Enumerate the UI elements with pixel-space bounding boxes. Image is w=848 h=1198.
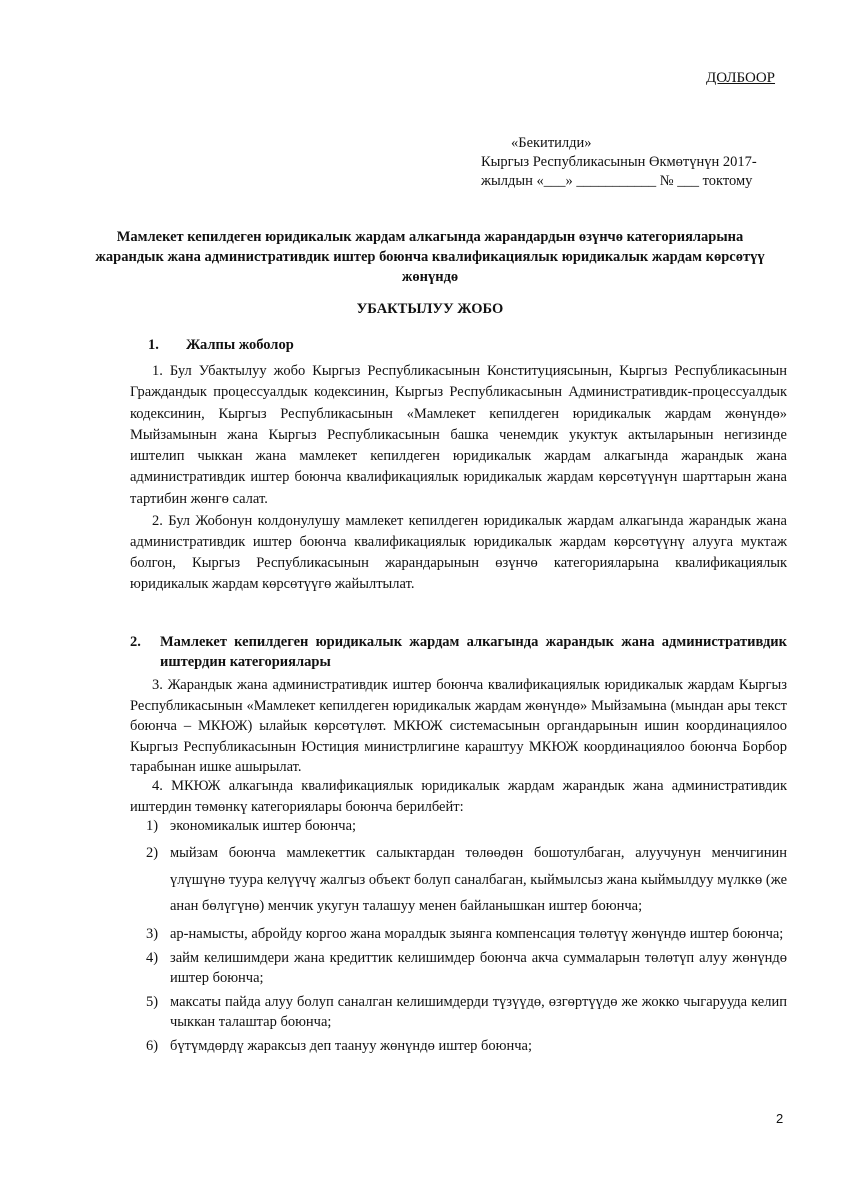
- list-item-number: 1): [146, 818, 159, 834]
- list-item-number: 2): [146, 845, 159, 861]
- section-2-number: 2.: [130, 634, 141, 650]
- paragraph-4: 4. МКЮЖ алкагында квалификациялык юридикалык жардам жарандык жана административдик иштердин төмөнкү категориялары боюнча берилбейт:: [130, 778, 787, 815]
- list-item-text: максаты пайда алуу болуп саналган келишимдерди түзүүдө, өзгөртүүдө же жокко чыгарууда келип чыккан талаштар боюнча;: [170, 993, 787, 1030]
- list-item-number: 5): [146, 993, 159, 1010]
- paragraph-3: 3. Жарандык жана административдик иштер боюнча квалификациялык юридикалык жардам Кыргыз Республикасынын «Мамлекет кепилдеген юридикалык жардам жөнүндө» Мыйзамына (мындан ары текст боюнча – МКЮЖ) ылайык көрсөтүлөт. МКЮЖ системасынын органдарынын ишин координациялоо Кыргыз Республикасынын Юстиция министрлигине караштуу МКЮЖ координациялоо боюнча Борбор тарабынан ишке ашырылат.: [130, 677, 787, 775]
- document-subtitle: УБАКТЫЛУУ ЖОБО: [356, 301, 504, 317]
- list-item-number: 6): [146, 1037, 159, 1054]
- list-item: [130, 840, 787, 920]
- approval-line-2: Кыргыз Республикасынын Өкмөтүнүн 2017-: [481, 154, 757, 170]
- list-item: [130, 948, 787, 988]
- section-2-heading: [130, 632, 787, 672]
- list-item-text: мыйзам боюнча мамлекеттик салыктардан төлөөдөн бошотулбаган, алуучунун менчигинин үлүшүнө туура келүүчү жалгыз объект болуп саналбаган, кыймылсыз жана кыймылдуу мүлккө (же анан бөлүгүнө) менчик укугун талашуу менен байланышкан иштер боюнча;: [170, 845, 787, 914]
- list-item-text: бүтүмдөрдү жараксыз деп таануу жөнүндө иштер боюнча;: [170, 1037, 532, 1054]
- page-number: 2: [776, 1111, 784, 1126]
- list-item-number: 3): [146, 925, 159, 942]
- list-item-text: займ келишимдери жана кредиттик келишимдер боюнча акча суммаларын төлөтүп алуу жөнүндө иштер боюнча;: [170, 949, 787, 986]
- document-title: Мамлекет кепилдеген юридикалык жардам алкагында жарандардын өзүнчө категорияларына жарандык жана административдик иштер боюнча квалификациялык юридикалык жардам көрсөтүү жөнүндө: [95, 229, 765, 285]
- paragraph-2: 2. Бул Жобонун колдонулушу мамлекет кепилдеген юридикалык жардам алкагында жарандык жана административдик иштер боюнча квалификациялык юридикалык жардам көрсөтүүнү алууга муктаж болгон, Кыргыз Республикасынын жарандарынын өзүнчө категорияларына квалификациялык юридикалык жардам көрсөтүүгө жайылтылат.: [130, 513, 787, 592]
- draft-label: ДОЛБООР: [706, 70, 776, 86]
- approval-line-3: жылдын «___» ___________ № ___ токтому: [481, 173, 753, 189]
- section-2-title: Мамлекет кепилдеген юридикалык жардам алкагында жарандык жана административдик иштердин категориялары: [160, 634, 787, 670]
- paragraph-1: 1. Бул Убактылуу жобо Кыргыз Республикасынын Конституциясынын, Кыргыз Республикасынын Граждандык процессуалдык кодексинин, Кыргыз Республикасынын Административдик-процессуалдык кодексинин, Кыргыз Республикасынын «Мамлекет кепилдеген юридикалык жардам жөнүндө» Мыйзамынын жана Кыргыз Республикасынын башка ченемдик укуктук актыларынын негизинде иштелип чыккан жана мамлекет кепилдеген юридикалык жардам алкагында жарандык жана административдик иштер боюнча квалификациялык юридикалык жардам көрсөтүүнүн шарттарын жана тартибин жөнгө салат.: [130, 363, 787, 507]
- exclusion-list: [130, 815, 787, 1056]
- list-item: [130, 1036, 787, 1056]
- approval-block: [481, 134, 757, 191]
- list-item-number: 4): [146, 949, 159, 966]
- list-item-text: ар-намысты, абройду коргоо жана моралдык зыянга компенсация төлөтүү жөнүндө иштер боюнча;: [170, 925, 784, 942]
- section-1-heading: [148, 337, 294, 354]
- approval-line-1: «Бекитилди»: [511, 135, 592, 151]
- list-item-text: экономикалык иштер боюнча;: [170, 818, 357, 834]
- list-item: [130, 924, 787, 944]
- list-item: [130, 815, 787, 837]
- section-1-number: 1.: [148, 337, 159, 353]
- list-item: [130, 992, 787, 1032]
- section-1-title: Жалпы жоболор: [186, 337, 294, 353]
